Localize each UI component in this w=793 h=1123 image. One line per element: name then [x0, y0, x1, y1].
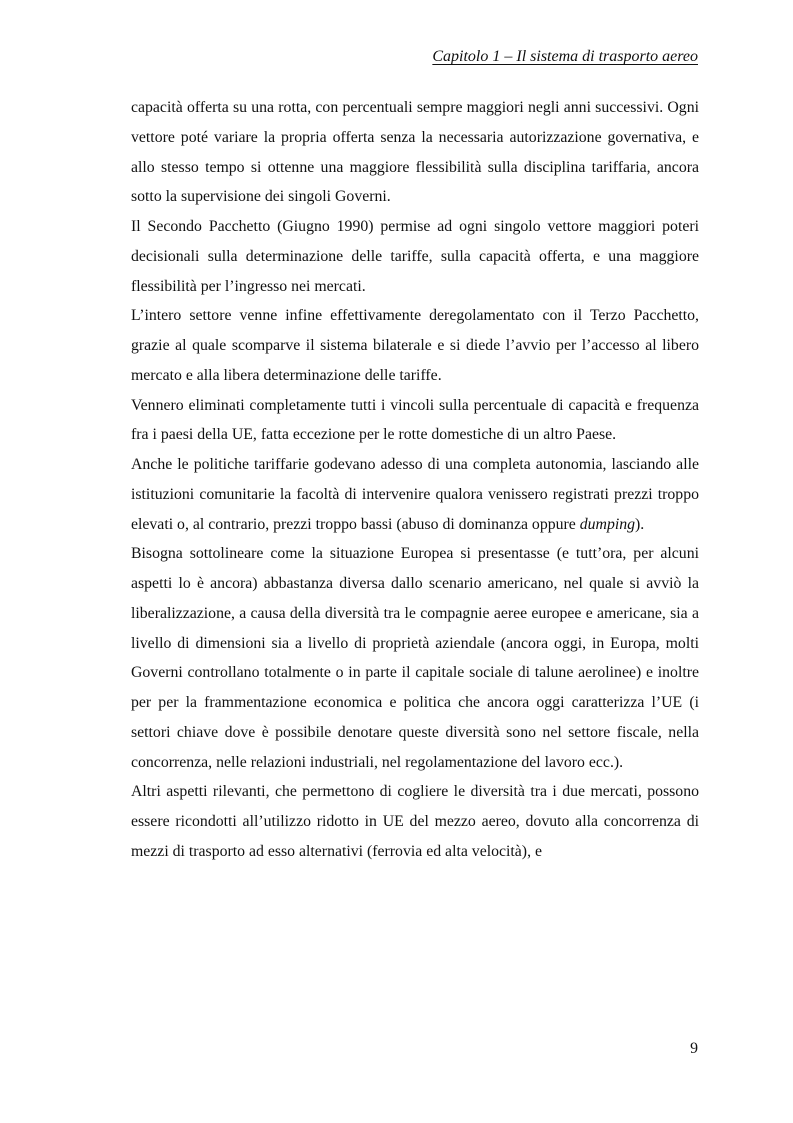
dumping-emphasis: dumping	[579, 515, 636, 533]
paragraph-third-package: L’intero settore venne infine effettivamente deregolamentato con il Terzo Pacchetto, grazie al quale scomparve il sistema bilaterale e si diede l’avvio per l’accesso al libero mercato e alla libera determinazione delle tariffe.	[131, 307, 699, 384]
paragraph-capacity: capacità offerta su una rotta, con percentuali sempre maggiori negli anni successivi. Ogni vettore poté variare la propria offerta senza la necessaria autorizzazione governativa, e allo stesso tempo si ottenne una maggiore flessibilità sulla disciplina tariffaria, ancora sotto la supervisione dei singoli Governi.	[131, 99, 699, 206]
paragraph-constraints: Vennero eliminati completamente tutti i vincoli sulla percentuale di capacità e frequenza fra i paesi della UE, fatta eccezione per le rotte domestiche di un altro Paese.	[131, 396, 699, 444]
paragraph-other-aspects: Altri aspetti rilevanti, che permettono di cogliere le diversità tra i due mercati, possono essere ricondotti all’utilizzo ridotto in UE del mezzo aereo, dovuto alla concorrenza di mezzi di trasporto ad esso alternativi (ferrovia ed alta velocità), e	[131, 783, 699, 860]
paragraph-european-situation: Bisogna sottolineare come la situazione Europea si presentasse (e tutt’ora, per alcuni aspetti lo è ancora) abbastanza diversa dallo scenario americano, nel quale si avviò la liberalizzazione, a causa della diversità tra le compagnie aeree europee e americane, sia a livello di dimensioni sia a livello di proprietà aziendale (ancora oggi, in Europa, molti Governi controllano totalmente o in parte il capitale sociale di talune aerolinee) e inoltre per per la frammentazione economica e politica che ancora oggi caratterizza l’UE (i settori chiave dove è possibile denotare queste diversità sono nel settore fiscale, nella concorrenza, nelle relazioni industriali, nel regolamentazione del lavoro ecc.).	[131, 545, 699, 771]
tariff-text-after: ).	[635, 515, 645, 533]
page-number: 9	[690, 1040, 698, 1057]
paragraph-tariff-policy	[131, 450, 699, 539]
running-header: Capitolo 1 – Il sistema di trasporto aereo	[432, 48, 698, 65]
paragraph-second-package: Il Secondo Pacchetto (Giugno 1990) permise ad ogni singolo vettore maggiori poteri decisionali sulla determinazione delle tariffe, sulla capacità offerta, e una maggiore flessibilità per l’ingresso nei mercati.	[131, 218, 699, 295]
body-text	[131, 93, 699, 867]
tariff-text-before: Anche le politiche tariffarie godevano adesso di una completa autonomia, lasciando alle istituzioni comunitarie la facoltà di intervenire qualora venissero registrati prezzi troppo elevati o, al contrario, prezzi troppo bassi (abuso di dominanza oppure	[131, 456, 699, 533]
